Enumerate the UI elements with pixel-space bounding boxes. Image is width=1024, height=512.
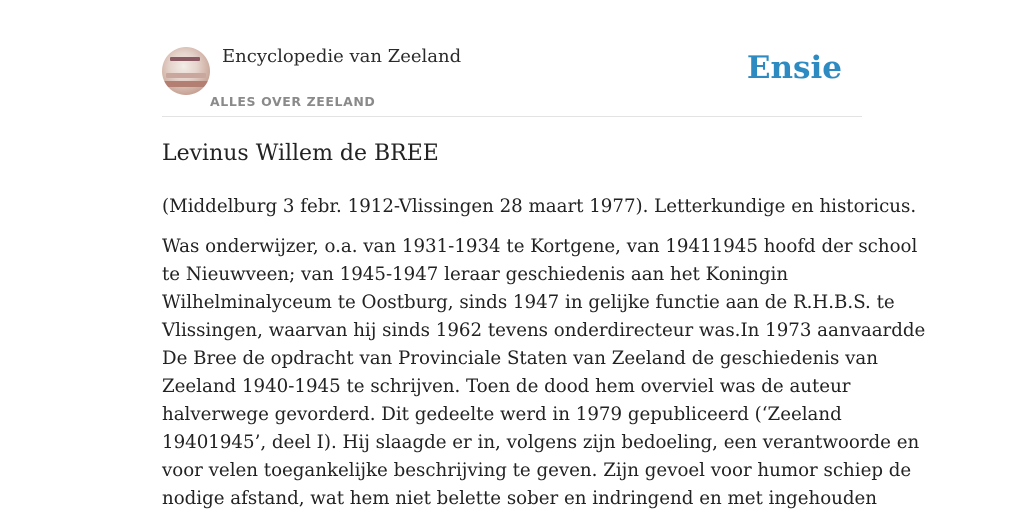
body-line: te Nieuwveen; van 1945-1947 leraar geschiedenis aan het Koningin [162, 264, 789, 285]
site-tagline: ALLES OVER ZEELAND [210, 94, 376, 109]
body-line: voor velen toegankelijke beschrijving te geven. Zijn gevoel voor humor schiep de [162, 460, 912, 481]
site-name-link[interactable]: Encyclopedie van Zeeland [222, 46, 462, 67]
body-line: nodige afstand, wat hem niet belette sober en indringend en met ingehouden [162, 488, 877, 509]
ensie-logo-link[interactable]: Ensie [746, 50, 842, 86]
site-header [162, 44, 862, 117]
avatar-detail [170, 57, 200, 61]
avatar-detail [166, 73, 206, 78]
article-title: Levinus Willem de BREE [162, 141, 439, 166]
avatar-detail [164, 81, 208, 87]
body-line: De Bree de opdracht van Provinciale Staten van Zeeland de geschiedenis van [162, 348, 878, 369]
article [162, 136, 926, 512]
body-line: Zeeland 1940-1945 te schrijven. Toen de dood hem overviel was de auteur [162, 376, 851, 397]
article-intro: (Middelburg 3 febr. 1912-Vlissingen 28 maart 1977). Letterkundige en historicus. [162, 196, 917, 217]
site-avatar[interactable] [162, 47, 210, 95]
body-line: halverwege gevorderd. Dit gedeelte werd in 1979 gepubliceerd (‘Zeeland [162, 404, 842, 425]
body-line: Wilhelminalyceum te Oostburg, sinds 1947 in gelijke functie aan de R.H.B.S. te [162, 292, 895, 313]
article-body [162, 233, 926, 512]
body-line: 19401945’, deel I). Hij slaagde er in, volgens zijn bedoeling, een verantwoorde en [162, 432, 920, 453]
body-line: Was onderwijzer, o.a. van 1931-1934 te Kortgene, van 19411945 hoofd der school [162, 236, 918, 257]
body-line: Vlissingen, waarvan hij sinds 1962 tevens onderdirecteur was.In 1973 aanvaardde [162, 320, 926, 341]
